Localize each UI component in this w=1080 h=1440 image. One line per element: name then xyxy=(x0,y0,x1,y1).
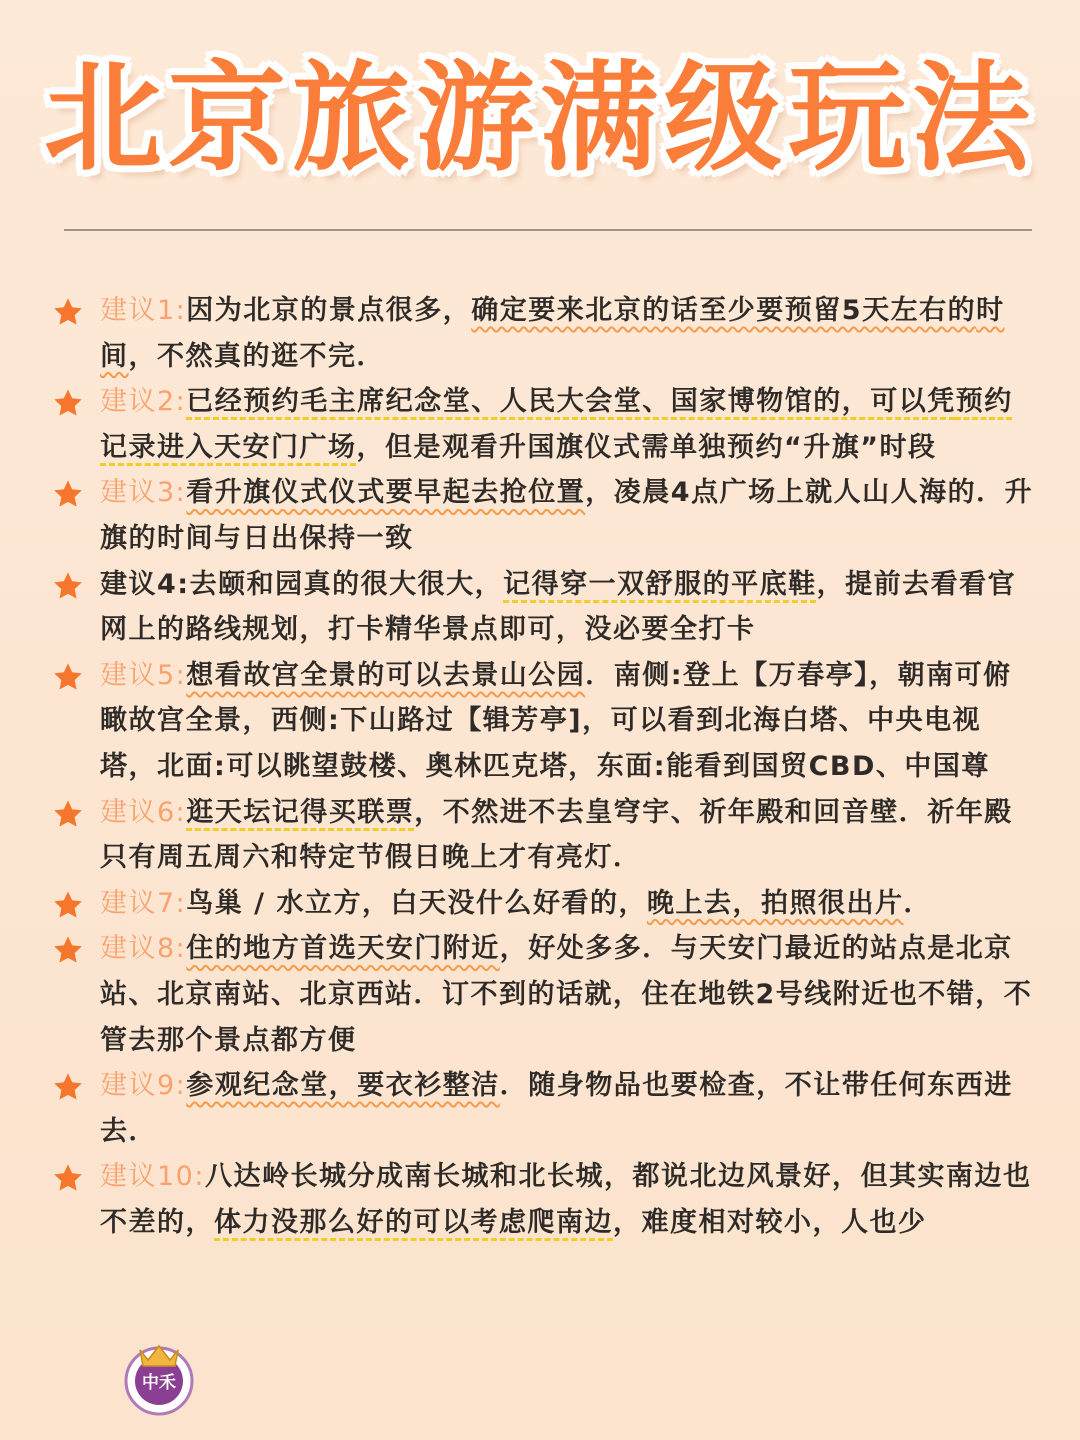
tip-item xyxy=(0,881,1080,927)
tips-list xyxy=(0,288,1080,1245)
tip-text: ，好处多多．与天安门最近的站点是北京站、北京南站、北京西站．订不到的话就，住在地铁2号线附近也不错，不管去那个景点都方便 xyxy=(100,933,1033,1056)
highlighted-text: 体力没那么好的可以考虑爬南边 xyxy=(214,1206,613,1238)
tip-item xyxy=(0,1154,1080,1245)
tip-label: 建议9: xyxy=(100,1070,187,1102)
title-divider xyxy=(64,229,1032,231)
star-icon xyxy=(52,798,84,830)
tip-label: 建议7: xyxy=(100,887,187,919)
tip-text: ，不然进不去皇穹宇、祈年殿和回音壁．祈年殿只有周五周六和特定节假日晚上才有亮灯． xyxy=(100,796,1013,874)
highlighted-text: 逛天坛记得买联票 xyxy=(186,796,415,828)
tip-item xyxy=(0,470,1080,561)
tip-text: ．随身物品也要检查，不让带任何东西进去． xyxy=(100,1070,1013,1147)
tip-label: 建议1: xyxy=(100,295,187,326)
star-icon xyxy=(52,296,84,328)
tip-item xyxy=(0,562,1080,653)
highlighted-text: 参观纪念堂，要衣衫整洁 xyxy=(186,1070,500,1102)
star-icon xyxy=(52,889,84,921)
star-icon xyxy=(52,1162,84,1194)
star-icon xyxy=(52,570,84,602)
tip-label: 建议2: xyxy=(100,386,187,418)
tip-label: 建议5: xyxy=(100,659,187,691)
highlighted-text: 预约记录进入天安门广场 xyxy=(100,386,1013,463)
star-icon xyxy=(52,1071,84,1103)
tip-text: 鸟巢 / 水立方，白天没什么好看的， xyxy=(186,887,647,919)
tip-label: 建议4: xyxy=(100,568,190,600)
tip-label: 建议6: xyxy=(100,796,187,828)
tip-label: 建议10: xyxy=(100,1161,205,1193)
logo-text: 中禾 xyxy=(142,1373,176,1393)
tip-item xyxy=(0,379,1080,470)
highlighted-text: 时间 xyxy=(100,295,1005,372)
tip-label: 建议8: xyxy=(100,933,187,965)
tip-item xyxy=(0,926,1080,1063)
star-icon xyxy=(52,478,84,510)
highlighted-text: 已经预约毛主席纪念堂、人民大会堂、国家博物馆的，可以凭 xyxy=(186,386,956,418)
star-icon xyxy=(52,387,84,419)
tip-text: ，凌晨4点广场上就人山人海的．升旗的时间与日出保持一致 xyxy=(100,477,1034,554)
brand-logo xyxy=(118,1336,200,1418)
tip-item xyxy=(0,653,1080,790)
tip-item xyxy=(0,790,1080,881)
star-icon xyxy=(52,661,84,693)
highlighted-text: 住的地方首选天安门附近 xyxy=(186,933,500,965)
highlighted-text: 看升旗仪式仪式要早起去抢位置 xyxy=(186,477,586,509)
tip-text: 八达岭长城分成南长城和北长城，都说北边风景好，但其实南边也不差的， xyxy=(100,1161,1032,1238)
star-icon xyxy=(52,934,84,966)
tip-text: ，但是观看升国旗仪式需单独预约“升旗”时段 xyxy=(356,431,937,463)
tip-text: 因为北京的景点很多， xyxy=(186,295,472,326)
highlighted-text: 晚上去，拍照很出片 xyxy=(646,887,904,919)
tip-item xyxy=(0,1063,1080,1154)
tip-item xyxy=(0,288,1080,379)
highlighted-text: 想看故宫全景的可以去景山公园 xyxy=(186,659,586,691)
tip-label: 建议3: xyxy=(100,477,187,509)
highlighted-text: 确定要来北京的话至少要预留5天左右的 xyxy=(471,295,977,326)
tip-text: ．南侧:登上【万春亭】，朝南可俯瞰故宫全景，西侧:下山路过【辑芳亭]，可以看到北海白塔、中央电视塔，北面:可以眺望鼓楼、奥林匹克塔，东面:能看到国贸CBD、中国尊 xyxy=(100,659,1012,782)
highlighted-text: 记得穿一双舒服的平底鞋 xyxy=(503,568,817,600)
crown-logo-icon xyxy=(118,1336,200,1418)
tip-text: 去颐和园真的很大很大， xyxy=(189,568,504,600)
tip-text: ． xyxy=(903,887,932,919)
tip-text: ，难度相对较小，人也少 xyxy=(613,1206,927,1238)
tip-text: ，提前去看看官网上的路线规划，打卡精华景点即可，没必要全打卡 xyxy=(100,568,1017,646)
tip-text: ，不然真的逛不完． xyxy=(128,340,385,372)
page-title: 北京旅游满级玩法 xyxy=(43,49,1036,187)
